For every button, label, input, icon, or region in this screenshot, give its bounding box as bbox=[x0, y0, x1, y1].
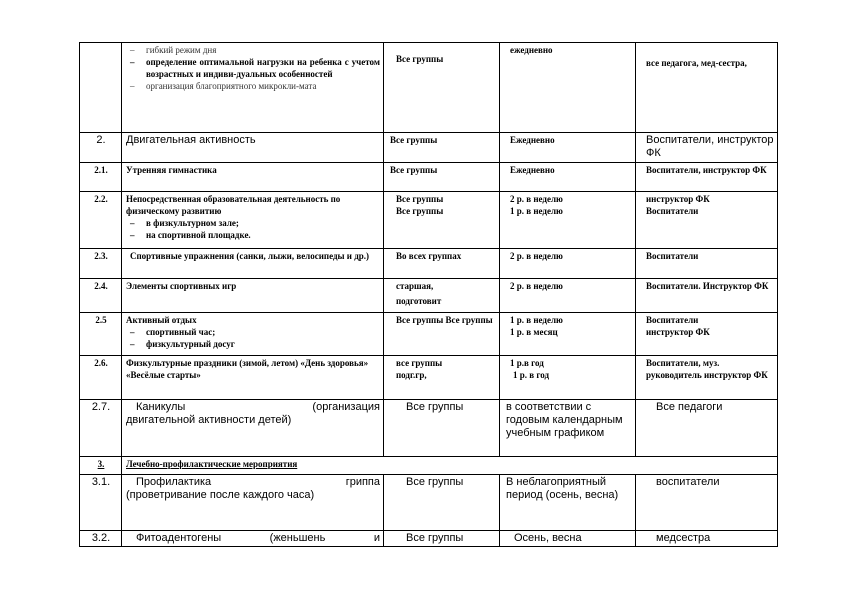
cell-activity bbox=[122, 531, 384, 547]
groups-line: Все группы bbox=[396, 194, 444, 204]
cell-groups: Во всех группах bbox=[384, 249, 500, 279]
cell-responsible: медсестра bbox=[636, 531, 778, 547]
cell-groups: Все группы bbox=[384, 531, 500, 547]
cell-period: Ежедневно bbox=[500, 133, 636, 163]
table-row bbox=[80, 249, 778, 279]
cell-groups bbox=[384, 192, 500, 249]
cell-num: 2.6. bbox=[80, 356, 122, 400]
list-item: – на спортивной площадке. bbox=[146, 229, 380, 241]
table-row bbox=[80, 163, 778, 192]
responsible-line: инструктор ФК bbox=[646, 327, 710, 337]
cell-responsible: воспитатели bbox=[636, 475, 778, 531]
table-row bbox=[80, 400, 778, 457]
responsible-line: инструктор ФК bbox=[646, 194, 710, 204]
cell-groups: Все группы bbox=[384, 133, 500, 163]
cell-period: в соответствии с годовым календарным учебным графиком bbox=[500, 400, 636, 457]
cell-activity: Утренняя гимнастика bbox=[122, 163, 384, 192]
activity-title: Физкультурные праздники (зимой, летом) «День здоровья» bbox=[126, 358, 369, 368]
cell-groups bbox=[384, 356, 500, 400]
cell-period bbox=[500, 356, 636, 400]
cell-responsible: Все педагоги bbox=[636, 400, 778, 457]
cell-activity bbox=[122, 400, 384, 457]
period-line: 1 р. в год bbox=[513, 370, 550, 380]
table-row bbox=[80, 43, 778, 133]
activity-plan-table bbox=[79, 42, 778, 547]
cell-period: ежедневно bbox=[500, 43, 636, 133]
period-line: 1 р. в месяц bbox=[510, 327, 558, 337]
list-item: – в физкультурном зале; bbox=[146, 217, 380, 229]
cell-period: 2 р. в неделю bbox=[500, 279, 636, 313]
list-item: – определение оптимальной нагрузки на ребенка с учетом возрастных и индиви-дуальных особенностей bbox=[146, 56, 380, 80]
groups-line: старшая, bbox=[396, 281, 434, 291]
list-item: – гибкий режим дня bbox=[146, 44, 380, 56]
cell-activity bbox=[122, 43, 384, 133]
activity-word: (женьшень bbox=[269, 532, 326, 544]
cell-activity: Элементы спортивных игр bbox=[122, 279, 384, 313]
cell-period: Осень, весна bbox=[500, 531, 636, 547]
cell-groups: Все группы bbox=[384, 43, 500, 133]
cell-responsible: Воспитатели. Инструктор ФК bbox=[636, 279, 778, 313]
responsible-line: Воспитатели bbox=[646, 206, 699, 216]
cell-period: В неблагоприятный период (осень, весна) bbox=[500, 475, 636, 531]
cell-activity: Двигательная активность bbox=[122, 133, 384, 163]
activity-word: Профилактика bbox=[136, 476, 212, 488]
cell-period bbox=[500, 313, 636, 356]
table-row bbox=[80, 192, 778, 249]
cell-responsible bbox=[636, 192, 778, 249]
cell-num: 3. bbox=[80, 457, 122, 475]
cell-responsible: все педагога, мед-сестра, bbox=[636, 43, 778, 133]
activity-line: двигательной активности детей) bbox=[126, 414, 292, 426]
cell-period: 2 р. в неделю bbox=[500, 249, 636, 279]
table-row bbox=[80, 133, 778, 163]
cell-groups: Все группы bbox=[384, 400, 500, 457]
cell-activity bbox=[122, 475, 384, 531]
cell-responsible: Воспитатели bbox=[636, 249, 778, 279]
cell-activity bbox=[122, 356, 384, 400]
cell-num bbox=[80, 43, 122, 133]
cell-num: 2.5 bbox=[80, 313, 122, 356]
cell-num: 2.3. bbox=[80, 249, 122, 279]
period-line: 1 р.в год bbox=[510, 358, 544, 368]
cell-responsible: Воспитатели, инструктор ФК bbox=[636, 163, 778, 192]
activity-line: «Весёлые старты» bbox=[126, 370, 201, 380]
cell-period bbox=[500, 192, 636, 249]
cell-num: 2.7. bbox=[80, 400, 122, 457]
table-row bbox=[80, 531, 778, 547]
cell-num: 2.1. bbox=[80, 163, 122, 192]
cell-num: 2.2. bbox=[80, 192, 122, 249]
table-row bbox=[80, 457, 778, 475]
list-item: – физкультурный досуг bbox=[146, 338, 380, 350]
cell-num: 2.4. bbox=[80, 279, 122, 313]
cell-num: 2. bbox=[80, 133, 122, 163]
cell-groups: Все группы bbox=[384, 475, 500, 531]
activity-title: Активный отдых bbox=[126, 315, 197, 325]
cell-num: 3.1. bbox=[80, 475, 122, 531]
period-line: 2 р. в неделю bbox=[510, 194, 563, 204]
cell-groups bbox=[384, 279, 500, 313]
cell-groups: Все группы Все группы bbox=[384, 313, 500, 356]
table-row bbox=[80, 475, 778, 531]
period-line: 1 р. в неделю bbox=[510, 206, 563, 216]
cell-responsible: Воспитатели, инструктор ФК bbox=[636, 133, 778, 163]
cell-activity bbox=[122, 313, 384, 356]
activity-word: и bbox=[373, 532, 380, 544]
table-row bbox=[80, 356, 778, 400]
cell-responsible: Воспитатели, муз. руководитель инструктор ФК bbox=[636, 356, 778, 400]
activity-line: (проветривание после каждого часа) bbox=[126, 489, 315, 501]
period-line: 1 р. в неделю bbox=[510, 315, 563, 325]
cell-num: 3.2. bbox=[80, 531, 122, 547]
cell-responsible bbox=[636, 313, 778, 356]
activity-word: гриппа bbox=[345, 476, 380, 488]
responsible-line: Воспитатели bbox=[646, 315, 699, 325]
cell-activity: Спортивные упражнения (санки, лыжи, велосипеды и др.) bbox=[122, 249, 384, 279]
activity-word: Каникулы bbox=[136, 401, 186, 413]
activity-word: Фитоадентогены bbox=[136, 532, 222, 544]
list-item: – спортивный час; bbox=[146, 326, 380, 338]
section-heading: Лечебно-профилактические мероприятия bbox=[122, 457, 778, 475]
table-row bbox=[80, 313, 778, 356]
groups-line: все группы bbox=[396, 358, 443, 368]
groups-line: подготовит bbox=[396, 296, 442, 306]
cell-period: Ежедневно bbox=[500, 163, 636, 192]
table-row bbox=[80, 279, 778, 313]
list-item: – организация благоприятного микрокли-мата bbox=[146, 80, 380, 92]
activity-title: Непосредственная образовательная деятельность по физическому развитию bbox=[126, 194, 341, 216]
cell-activity bbox=[122, 192, 384, 249]
groups-line: Все группы bbox=[396, 206, 444, 216]
cell-groups: Все группы bbox=[384, 163, 500, 192]
activity-word: (организация bbox=[312, 401, 380, 413]
groups-line: подг.гр, bbox=[396, 370, 427, 380]
